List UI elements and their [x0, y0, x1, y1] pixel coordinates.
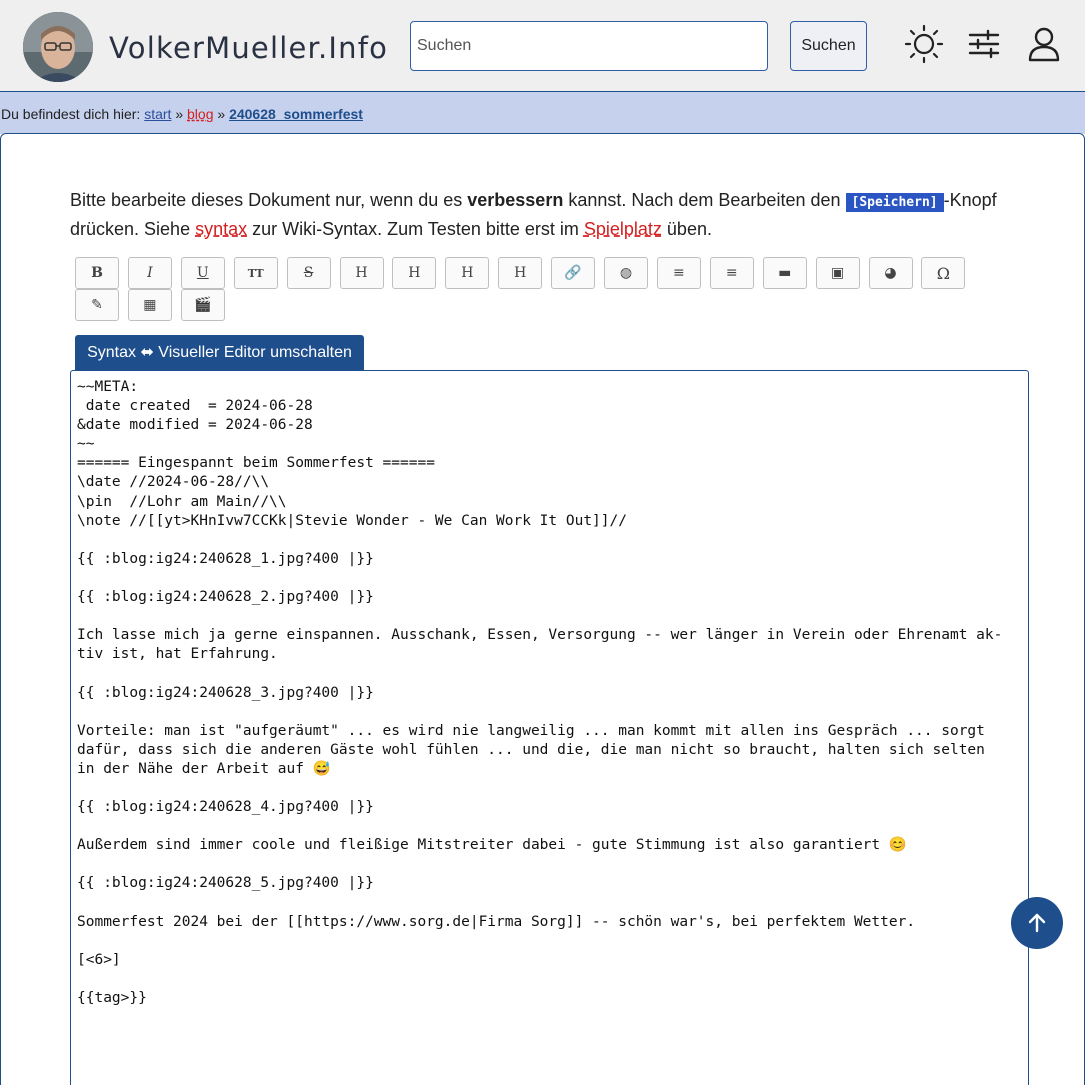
- breadcrumb-prefix: Du befindest dich hier:: [1, 106, 145, 122]
- horizontal-rule-icon: ▬: [778, 265, 792, 281]
- breadcrumb-item-blog[interactable]: blog: [187, 106, 214, 122]
- ordered-list-icon: ≡: [673, 265, 685, 281]
- link-button[interactable]: [551, 257, 595, 289]
- avatar[interactable]: [23, 12, 93, 82]
- special-chars-icon: Ω: [936, 263, 951, 283]
- breadcrumb-separator: »: [171, 106, 188, 122]
- arrow-up-icon: [1026, 912, 1048, 934]
- search-input[interactable]: [410, 21, 768, 71]
- intro-text: Bitte bearbeite dieses Dokument nur, wenn du es: [70, 190, 468, 210]
- heading-lower-button[interactable]: [392, 257, 436, 289]
- external-link-button[interactable]: [604, 257, 648, 289]
- underline-icon: U: [196, 265, 209, 281]
- external-link-icon: ◍: [619, 265, 633, 281]
- user-icon[interactable]: [1024, 24, 1064, 64]
- unordered-list-icon: ≡: [725, 265, 738, 281]
- breadcrumb-item-current[interactable]: 240628_sommerfest: [229, 106, 363, 122]
- save-key-label: [Speichern]: [846, 193, 944, 212]
- link-icon: 🔗: [564, 265, 582, 281]
- intro-text: zur Wiki-Syntax. Zum Testen bitte erst im: [247, 219, 584, 239]
- ordered-list-button[interactable]: [657, 257, 701, 289]
- breadcrumb-separator: »: [213, 106, 230, 122]
- sun-icon[interactable]: [904, 24, 944, 64]
- heading-higher-icon: H: [461, 265, 474, 281]
- breadcrumb-item-start[interactable]: start: [144, 106, 172, 122]
- signature-button[interactable]: [75, 289, 119, 321]
- heading-lower-icon: H: [408, 265, 421, 281]
- video-icon: 🎬: [194, 297, 212, 313]
- intro-text: -Knopf drücken. Siehe: [70, 190, 997, 239]
- heading-select-button[interactable]: [498, 257, 542, 289]
- plugin-box-button[interactable]: [128, 289, 172, 321]
- media-button[interactable]: [816, 257, 860, 289]
- syntax-link[interactable]: syntax: [195, 219, 248, 239]
- plugin-box-icon: ▦: [143, 297, 157, 313]
- playground-link[interactable]: Spielplatz: [583, 219, 662, 239]
- italic-button[interactable]: [128, 257, 172, 289]
- heading-higher-button[interactable]: [445, 257, 489, 289]
- underline-button[interactable]: [181, 257, 225, 289]
- site-header: [0, 0, 1085, 92]
- smiley-button[interactable]: [869, 257, 913, 289]
- smiley-icon: ◕: [884, 265, 897, 281]
- signature-icon: ✎: [91, 297, 103, 313]
- heading-same-button[interactable]: [340, 257, 384, 289]
- heading-select-icon: H: [514, 265, 527, 281]
- horizontal-rule-button[interactable]: [763, 257, 807, 289]
- monospace-icon: TT: [247, 266, 264, 280]
- unordered-list-button[interactable]: [710, 257, 754, 289]
- media-icon: ▣: [830, 265, 845, 281]
- site-title[interactable]: VolkerMueller.Info: [109, 31, 389, 65]
- intro-text: kannst. Nach dem Bearbeiten den: [563, 190, 846, 210]
- bold-icon: B: [91, 265, 103, 281]
- sliders-icon[interactable]: [964, 24, 1004, 64]
- strikethrough-button[interactable]: [287, 257, 331, 289]
- monospace-button[interactable]: [234, 257, 278, 289]
- video-button[interactable]: [181, 289, 225, 321]
- bold-button[interactable]: [75, 257, 119, 289]
- strikethrough-icon: S: [303, 265, 314, 281]
- search-button[interactable]: Suchen: [790, 21, 867, 71]
- breadcrumb: [0, 92, 1085, 134]
- wiki-text-editor[interactable]: ~~META: date created = 2024-06-28 &date modified = 2024-06-28 ~~ ====== Eingespannt beim Sommerfest ====== \date //2024-06-28//\\ \pin //Lohr am Main//\\ \note //[[yt>KHnIvw7CCKk|Stevie Wonder - We Can Work It Out]]// {{ :blog:ig24:240628_1.jpg?400 |}} {{ :blog:ig24:240628_2.jpg?400 |}} Ich lasse mich ja gerne einspannen. Ausschank, Essen, Versorgung -- wer länger in Verein oder Ehrenamt ak- tiv ist, hat Erfahrung. {{ :blog:ig24:240628_3.jpg?400 |}} Vorteile: man ist "aufgeräumt" ... es wird nie langweilig ... man kommt mit allen ins Gespräch ... sorgt dafür, dass sich die anderen Gäste wohl fühlen ... und die, die man nicht so braucht, halten sich selten in der Nähe der Arbeit auf 😅 {{ :blog:ig24:240628_4.jpg?400 |}} Außerdem sind immer coole und fleißige Mitstreiter dabei - gute Stimmung ist also garantiert 😊 {{ :blog:ig24:240628_5.jpg?400 |}} Sommerfest 2024 bei der [[https://www.sorg.de|Firma Sorg]] -- schön war's, bei perfektem Wetter. [<6>] {{tag>}}: [70, 370, 1029, 1085]
- heading-same-icon: H: [355, 265, 368, 281]
- scroll-to-top-button[interactable]: [1011, 897, 1063, 949]
- editor-toggle-button[interactable]: Syntax ⬌ Visueller Editor umschalten: [75, 335, 364, 371]
- italic-icon: I: [147, 265, 153, 281]
- edit-intro: [70, 187, 1020, 243]
- intro-text: üben.: [661, 219, 712, 239]
- intro-bold: verbessern: [467, 190, 564, 210]
- special-chars-button[interactable]: [921, 257, 965, 289]
